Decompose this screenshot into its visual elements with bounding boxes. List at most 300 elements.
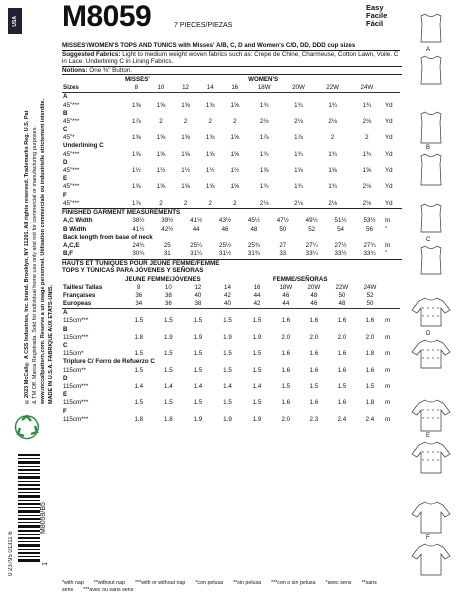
metrage-cell: 1.6 [337,399,347,407]
measurement-label: B,F [63,250,73,258]
metrage-cell: 1.5 [134,350,144,358]
measurement-cell: 31½ [219,250,232,258]
yardage-cell: 1¾ [259,150,269,158]
fabric-width: 115cm*** [63,317,89,325]
blank-cell [62,75,124,83]
unit-cell: m [385,366,391,374]
measurement-cell: 54 [337,225,344,233]
sizes-row [62,84,400,93]
garment-sketch-icon [410,152,452,186]
yardage-cell: 2⅛ [259,117,269,125]
metrage-cell: 1.5 [193,317,203,325]
yardage-cell: 1⅝ [259,167,269,175]
fabric-width: 45"*** [63,183,80,191]
barcode-bars-icon [18,454,40,562]
garment-sketch-icon [410,440,452,474]
header [62,2,400,40]
yardage-cell: 1⅝ [181,134,190,142]
view-row [62,341,400,349]
view-label: F [63,407,67,415]
yardage-cell: 1⅝ [156,101,166,109]
yardage-cell: 1¾ [259,183,269,191]
yardage-row [62,183,400,191]
measurement-cell: 30¾ [132,250,145,258]
metrage-cell: 2.3 [309,415,319,423]
size-cell: 44 [272,299,300,308]
difficulty-es: Fácil [366,19,384,28]
size-cell: 50 [356,299,384,308]
yardage-cell: 1¾ [362,150,372,158]
group-womens: FEMME/SEÑORAS [272,275,328,283]
measurement-cell: 43½ [219,217,232,225]
metrage-cell: 2.4 [365,415,375,423]
measurement-cell: 52 [308,225,316,233]
metrage-cell: 1.6 [309,317,319,325]
view-row [62,126,400,134]
garment-sketch-icon [410,110,452,144]
sizes-row [62,283,400,291]
garment-sketch-icon [410,542,452,576]
yardage-cell: 1⅝ [205,101,215,109]
yardage-cell: 1¾ [294,183,303,191]
garment-sketch-icon [410,500,452,534]
measurement-row [62,225,400,233]
yardage-cell: 1¾ [362,101,372,109]
view-label: F [63,191,67,199]
unit-cell: In [385,242,391,250]
metrage-cell: 1.6 [365,366,375,374]
footnote: **sans sens [62,580,377,593]
metrage-row [62,382,400,390]
blank-cell [384,84,400,93]
size-cell: 10 [164,283,172,291]
metrage-cell: 1.5 [252,317,262,325]
garment-sketch-icon [410,244,452,278]
yardage-cell: 1⅝ [205,150,215,158]
yardage-row [62,150,400,158]
metrage-cell: 1.5 [193,366,203,374]
blank-cell [384,75,400,83]
size-cell: 20W [307,283,321,291]
francaises-row-label: Françaises [63,291,96,299]
metrage-cell: 1.6 [281,399,291,407]
notions-label: Notions: [62,66,88,74]
metrage-cell: 1.5 [164,317,173,325]
metrage-cell: 1.5 [223,317,232,325]
suggested-fabrics [62,50,400,66]
yardage-cell: 1½ [205,167,215,175]
sketch-label: E [426,433,431,439]
metrage-cell: 1.4 [134,382,144,390]
metrage-cell: 1.6 [281,350,291,358]
view-label: Triplure C/ Forro de Refuerzo C [63,358,155,366]
measurement-cell: 33 [279,250,287,258]
size-cell: 20W [281,84,315,93]
metrage-cell: 1.9 [193,415,203,423]
blank-cell [384,283,400,291]
measurement-cell: 25 [163,242,171,250]
measurement-cell: 27¾ [363,242,376,250]
view-label: B [63,325,68,333]
unit-cell: Yd [385,150,393,158]
metrage-cell: 1.8 [134,333,144,341]
metrage-cell: 2.0 [281,415,291,423]
metrage-row [62,415,400,423]
metrage-cell: 1.5 [164,399,173,407]
size-cell: 40 [213,299,243,308]
fabric-width: 45"*** [63,117,80,125]
measurement-cell: 45½ [247,217,260,225]
fabric-width: 115cm** [63,366,86,374]
unit-cell: m [385,399,391,407]
recycle-icon [14,414,40,440]
yardage-cell: 2⅛ [362,183,372,191]
metrage-row [62,317,400,325]
metrage-cell: 1.5 [309,382,319,390]
size-cell: 22W [316,84,350,93]
measurement-cell: 27¼ [305,242,318,250]
footnote: **without nap [93,580,126,586]
metrage-cell: 1.4 [223,382,232,390]
blank-cell [62,275,124,283]
metrage-cell: 1.5 [134,399,144,407]
footnote: *avec sens [325,580,352,586]
yardage-cell: 2⅛ [294,117,303,125]
metrage-cell: 1.5 [223,399,232,407]
view-label: B [63,109,68,117]
garment-sketch-icon [410,202,452,236]
yardage-cell: 1⅝ [132,101,141,109]
fabric-width: 115cm*** [63,333,89,341]
metrage-cell: 1.5 [134,317,144,325]
fabric-width: 115cm*** [63,399,89,407]
size-cell: 24W [350,84,384,93]
notions [62,66,402,76]
metrage-cell: 2.4 [337,415,347,423]
metrage-row [62,350,400,358]
measurement-cell: 48 [250,225,258,233]
yardage-cell: 2⅛ [328,199,337,207]
measurement-cell: 33¼ [305,250,318,258]
footnote: **sin pelusa [233,580,262,586]
sizes-row-label: Tailles/ Tallas [63,283,103,291]
measurement-cell: 42½ [161,225,174,233]
yardage-cell: 1⅞ [132,117,141,125]
difficulty-en: Easy [366,3,384,12]
fabric-width: 115cm* [63,350,84,358]
unit-cell: Yd [385,117,393,125]
yardage-cell: 2 [159,199,163,207]
sketch-label: C [426,237,431,243]
unit-cell: m [385,317,391,325]
yardage-cell: 1⅝ [362,167,372,175]
group-header-row [62,275,400,283]
metrage-cell: 1.6 [337,317,347,325]
yardage-cell: 1½ [230,167,240,175]
measurement-cell: 33½ [334,250,347,258]
pattern-id-vertical: M8059/B5 [40,502,47,534]
metrage-cell: 1.5 [223,350,232,358]
size-cell: 16 [253,283,261,291]
view-label: A [63,93,68,101]
measurement-cell: 33¾ [363,250,376,258]
metrage-cell: 1.4 [164,382,173,390]
view-row [62,191,400,199]
yardage-cell: 1⅝ [205,134,215,142]
yardage-cell: 2⅛ [328,117,337,125]
yardage-row [62,117,400,125]
sketch-label: D [426,331,431,337]
size-cell: 38 [183,299,213,308]
metrage-cell: 1.6 [309,350,319,358]
measurement-row [62,241,400,249]
view-label: C [63,126,68,134]
size-cell: 18W [279,283,293,291]
metrage-cell: 1.5 [164,350,173,358]
unit-cell: m [385,350,391,358]
measurement-label: A,C Width [63,217,93,225]
footnotes [62,580,400,593]
metrage-cell: 1.9 [252,415,262,423]
unit-cell: Yd [385,183,393,191]
metrage-cell: 2.0 [337,333,347,341]
metrage-cell: 1.5 [223,366,232,374]
size-cell: 50 [338,291,346,299]
size-cell: 42 [224,291,231,299]
francaises-row [62,291,400,299]
garment-sketch-icon [410,54,452,88]
size-cell: 22W [335,283,349,291]
yardage-cell: 1¾ [328,183,337,191]
yardage-row [62,199,400,207]
yardage-cell: 1⅝ [132,134,141,142]
group-header-row [62,75,400,83]
metrage-cell: 1.5 [281,382,291,390]
fabric-width: 45"*** [63,101,80,109]
fabric-width: 45"*** [63,199,80,207]
view-row [62,407,400,415]
unit-cell: m [385,333,391,341]
unit-cell: Yd [385,101,393,109]
size-cell: 36 [154,299,184,308]
yardage-cell: 1½ [181,167,190,175]
yardage-cell: 2⅛ [259,199,269,207]
fabric-width: 45"*** [63,167,80,175]
yardage-cell: 1⅝ [230,134,240,142]
metrage-cell: 1.6 [281,366,291,374]
measurement-cell: 46 [221,225,229,233]
metrage-cell: 2.0 [309,333,319,341]
fabric-width: 45"* [63,134,75,142]
garment-sketch-icon [410,296,452,330]
yardage-cell: 1⅞ [259,134,269,142]
measurement-row [62,217,400,225]
footnote: ***with or without nap [135,580,186,586]
size-cell: 36 [135,291,143,299]
yardage-cell: 1¾ [259,101,269,109]
europeas-row-label: Europeas [62,299,124,308]
difficulty-label [366,4,400,28]
yardage-cell: 1¾ [328,150,337,158]
metrage-cell: 1.5 [193,350,203,358]
yardage-cell: 1⅝ [132,150,141,158]
metrage-row [62,399,400,407]
yardage-cell: 1½ [156,167,166,175]
blank-cell [384,299,400,308]
metrage-cell: 1.5 [252,399,262,407]
size-cell: 8 [137,283,141,291]
size-cell: 48 [328,299,356,308]
yardage-cell: 1⅝ [181,150,190,158]
measurement-cell: 51½ [334,217,347,225]
sketch-label: B [426,145,431,151]
metrage-cell: 1.9 [252,333,262,341]
yardage-chart-en [62,75,400,207]
metrage-cell: 1.8 [134,415,144,423]
page-index: 1 [42,562,49,566]
measurement-cell: 41½ [190,217,203,225]
barcode [8,454,44,579]
measurement-cell: 41½ [132,225,145,233]
metrage-cell: 1.4 [252,382,262,390]
measurement-cell: 24¾ [132,242,145,250]
view-row [62,92,400,101]
garment-sketch-icon [410,12,452,46]
yardage-row [62,101,400,109]
metrage-cell: 1.5 [164,366,173,374]
metrage-cell: 1.9 [223,415,232,423]
yardage-cell: 1⅞ [294,134,303,142]
view-row [62,358,400,366]
yardage-cell: 2 [183,117,188,125]
size-cell: 12 [194,283,202,291]
measurement-row [62,250,400,258]
metrage-cell: 1.5 [337,382,347,390]
yardage-cell: 1⅝ [294,167,303,175]
legal-line-1: ©2023 McCall® A CSS Industries, Inc. brand. Brooklyn, NY 11201. All rights reserved. Trademarks Reg. U.S. Pat [24,110,30,404]
view-label: E [63,175,68,183]
yardage-cell: 2 [183,199,188,207]
view-label: C [63,342,68,349]
metrage-row [62,366,400,374]
measurement-cell: 50 [279,225,287,233]
measurement-cell: 47½ [276,217,289,225]
view-label: Underlining C [63,142,104,150]
spanish-title: TOPS Y TÚNICAS PARA JÓVENES Y SEÑORAS [62,267,204,275]
size-cell: 14 [224,283,231,291]
metrage-cell: 1.6 [337,366,347,374]
metrage-cell: 1.8 [164,415,173,423]
garment-sketch-icon [410,398,452,432]
size-cell: 44 [253,291,261,299]
group-misses: JEUNE FEMME/JÓVENES [125,275,201,283]
yardage-cell: 1¾ [328,101,337,109]
metric-chart [62,275,400,423]
garment-title: MISSES'/WOMEN'S TOPS AND TUNICS with Misses' A/B, C, D and Women's C/D, DD, DDD cup sizes [62,42,356,49]
difficulty-fr: Facile [366,11,388,20]
yardage-cell: 2 [233,117,237,125]
legal-line-4: MADE IN U.S.A. FABRIQUE AUX ETATS-UNIS. [48,284,54,404]
yardage-cell: 2 [208,117,212,125]
yardage-cell: 2⅛ [294,199,303,207]
yardage-cell: 1⅝ [156,183,166,191]
measurement-cell: 31 [163,250,171,258]
measurement-label: A,C,E [63,242,80,250]
notions-text: One ⅜" Button. [89,66,133,74]
metrage-cell: 1.8 [365,399,375,407]
sketch-label: F [426,535,430,541]
metrage-cell: 2.0 [365,333,375,341]
measurement-cell: 27½ [334,242,347,250]
pattern-number: M8059 [62,0,152,33]
metrage-cell: 1.5 [252,350,262,358]
view-row [62,142,400,150]
view-row [62,175,400,183]
measurement-cell: 27 [279,242,287,250]
view-row [62,391,400,399]
yardage-cell: 1⅝ [328,167,337,175]
view-label: E [63,391,68,399]
size-cell: 24W [363,283,377,291]
barcode-number: 0 23795 01311 6 [8,531,14,576]
metrage-cell: 1.9 [193,333,203,341]
measurement-cell: 25½ [219,242,232,250]
footnote: *con pelusa [195,580,224,586]
garment-sketches [404,6,458,598]
metrage-cell: 1.6 [309,366,319,374]
yardage-cell: 2 [330,134,335,142]
size-cell: 8 [124,84,149,93]
measurement-label: Back length from base of neck [63,233,153,241]
unit-cell: In [385,217,391,225]
metrage-cell: 1.4 [193,382,203,390]
size-cell: 42 [242,299,272,308]
metrage-cell: 1.6 [281,317,291,325]
yardage-cell: 2⅛ [362,117,372,125]
fabric-width: 115cm*** [63,382,89,390]
measurement-cell: 53½ [363,217,376,225]
view-label: A [63,309,68,317]
legal-line-3: www.mccallpattern.com. Reserve a un usage personnel. Utilisation commerciale ou industrielle strictement interdite. [40,98,46,404]
yardage-cell: 2⅛ [362,199,372,207]
yardage-cell: 1⅝ [230,150,240,158]
garment-sketch-icon [410,338,452,372]
usa-label: USA [12,15,18,27]
footnote: ***avec ou sans sens [83,586,134,593]
size-cell: 16 [223,84,248,93]
blank-cell [384,291,400,299]
group-misses: MISSES' [125,75,150,83]
metrage-cell: 1.6 [365,317,375,325]
size-cell: 12 [173,84,198,93]
yardage-cell: 1⅝ [181,101,190,109]
sizes-label: Sizes [62,84,124,93]
yardage-cell: 2 [159,117,163,125]
yardage-cell: 1⅝ [205,183,215,191]
envelope-content [62,42,402,423]
usa-flag-icon [8,8,22,34]
europeas-row [62,299,400,308]
unit-cell: " [385,225,388,233]
size-cell: 48 [310,291,318,299]
unit-cell: Yd [385,167,393,175]
yardage-cell: 1¾ [294,101,303,109]
finished-measurements-table [62,217,400,258]
unit-cell: Yd [385,199,393,207]
metrage-cell: 1.5 [365,382,375,390]
yardage-cell: 1⅞ [132,199,141,207]
legal-strip [2,2,60,598]
